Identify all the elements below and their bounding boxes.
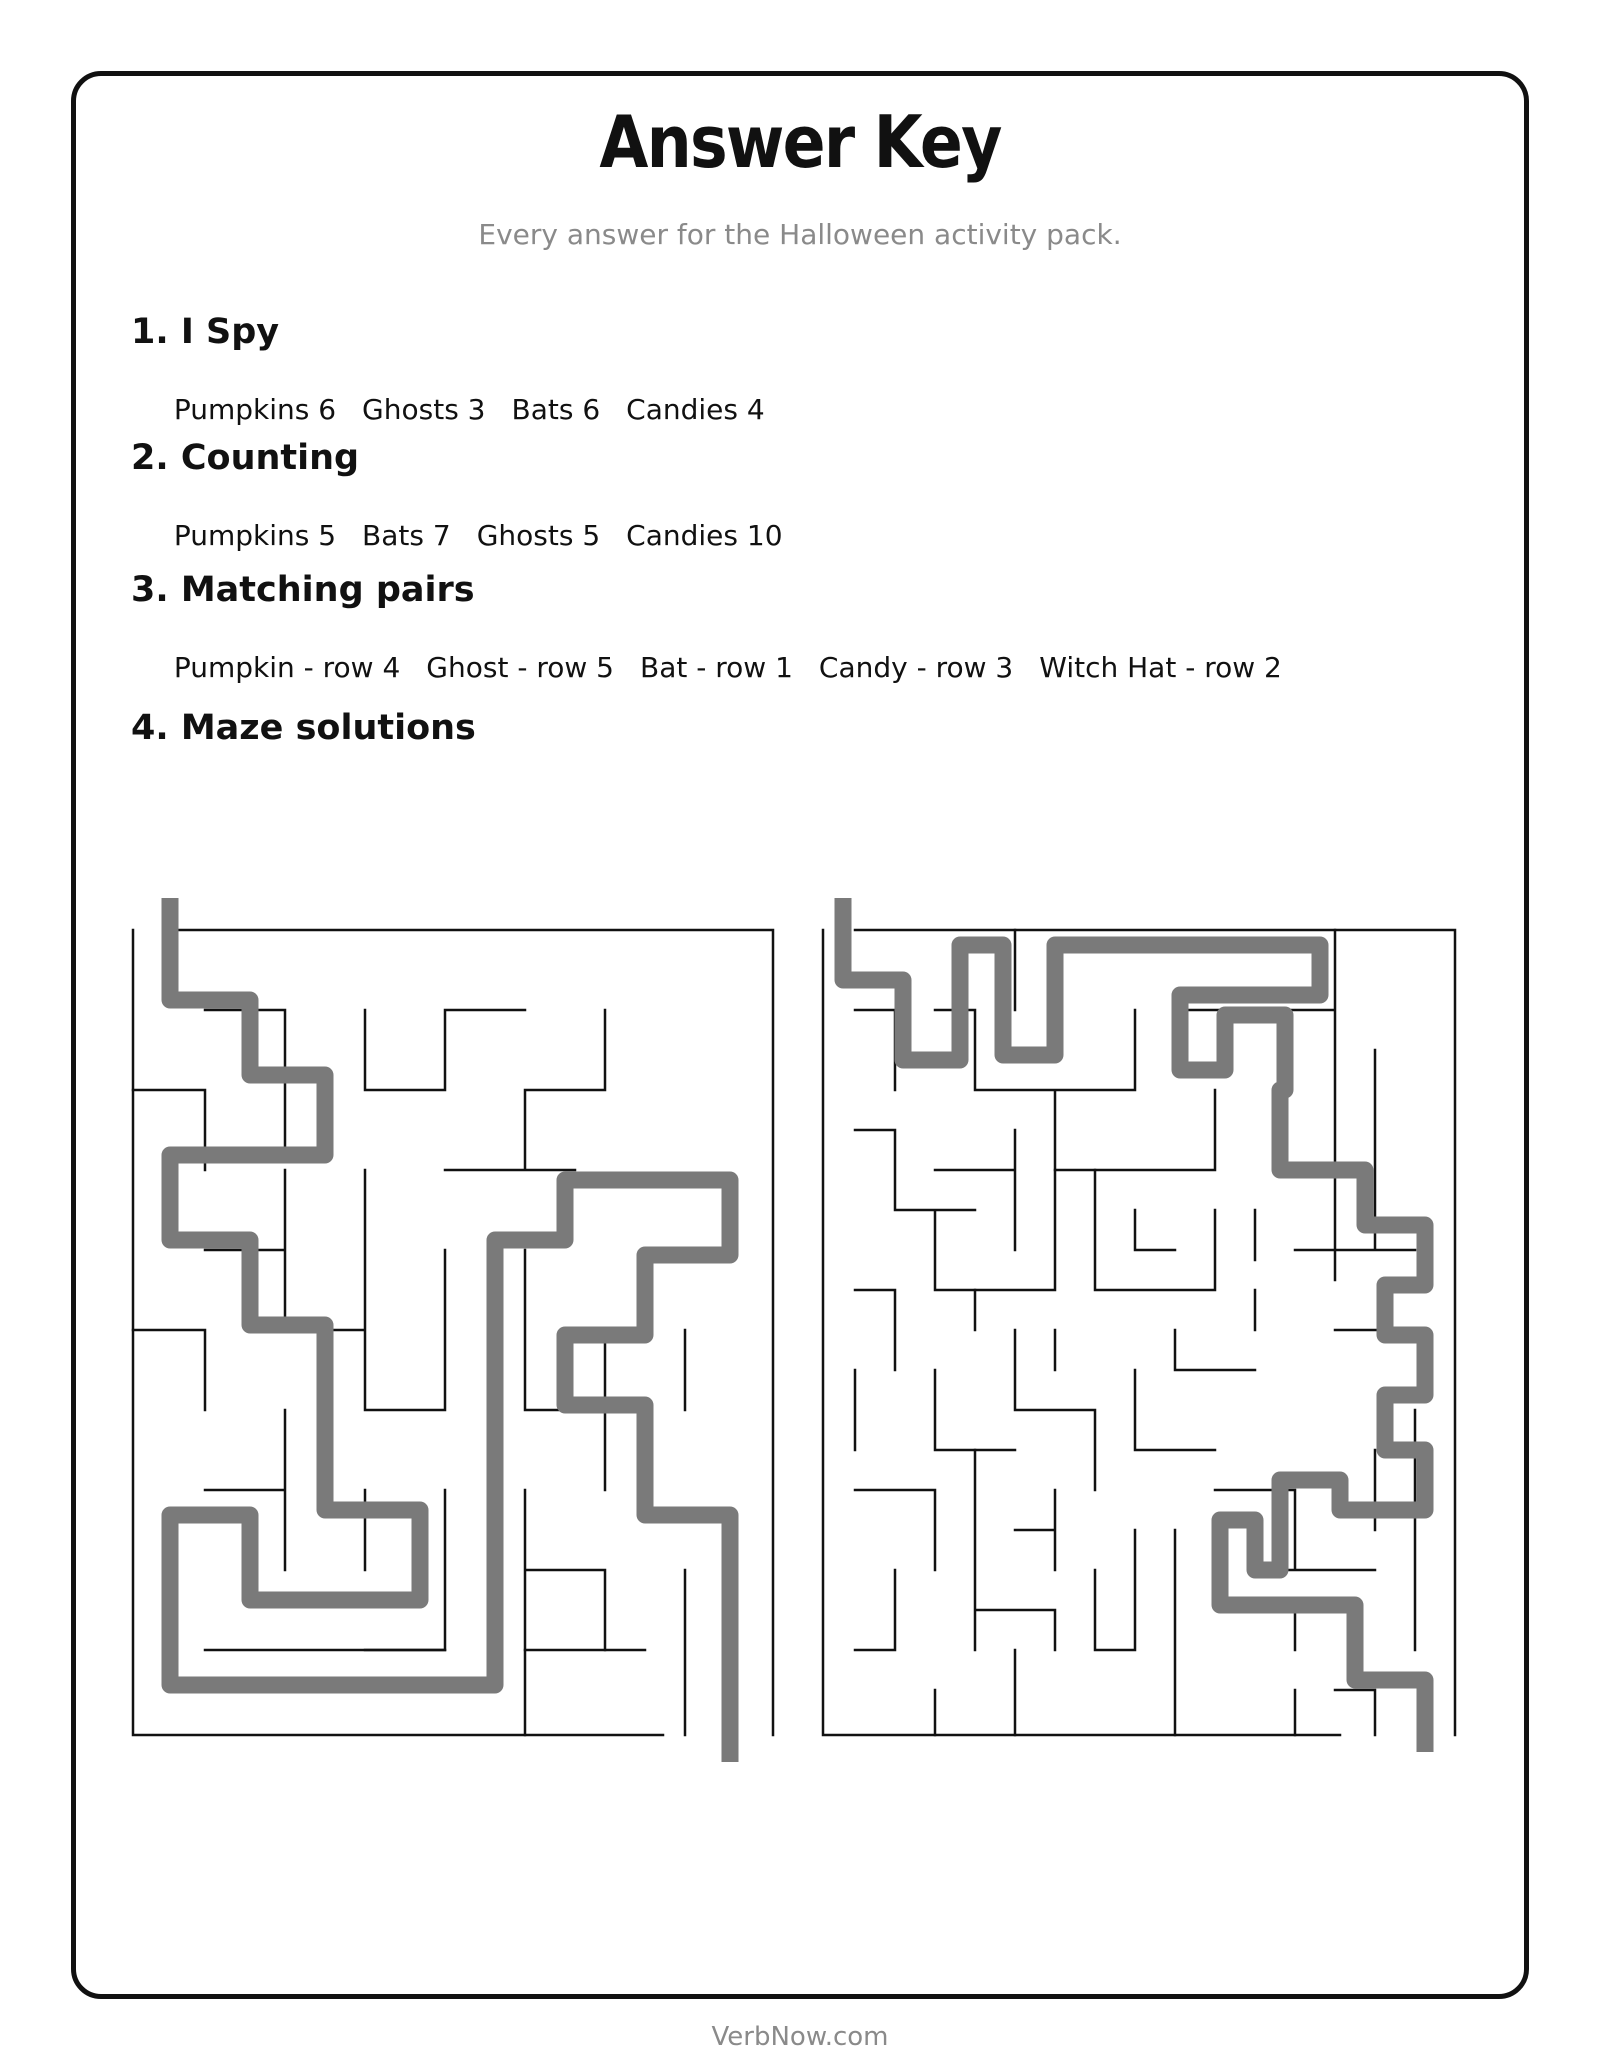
answers-matching xyxy=(156,618,1308,684)
answer-item: Witch Hat - row 2 xyxy=(1039,651,1282,684)
maze-solution-right xyxy=(815,890,1485,1780)
footer-site-name: VerbNow.com xyxy=(711,2022,889,2052)
maze-right-drawing xyxy=(815,890,1485,1780)
answer-item: Bats 6 xyxy=(511,393,601,426)
answer-item: Candies 4 xyxy=(626,393,765,426)
answer-item: Ghosts 5 xyxy=(476,519,601,552)
answer-item: Candy - row 3 xyxy=(818,651,1014,684)
section-heading-i-spy: 1. I Spy xyxy=(131,312,280,352)
maze-left-drawing xyxy=(125,890,795,1780)
answer-item: Pumpkins 6 xyxy=(173,393,337,426)
answer-item: Pumpkins 5 xyxy=(173,519,337,552)
page-subtitle: Every answer for the Halloween activity pack. xyxy=(478,218,1122,251)
section-heading-matching: 3. Matching pairs xyxy=(131,570,475,610)
answers-i-spy xyxy=(156,360,791,426)
answer-item: Bat - row 1 xyxy=(639,651,793,684)
section-heading-counting: 2. Counting xyxy=(131,438,360,478)
answer-item: Bats 7 xyxy=(362,519,451,552)
answers-counting xyxy=(156,486,809,552)
page-title: Answer Key xyxy=(599,100,1001,184)
section-heading-maze: 4. Maze solutions xyxy=(131,708,476,748)
answer-item: Ghosts 3 xyxy=(362,393,486,426)
maze-solution-left xyxy=(125,890,795,1780)
answer-item: Ghost - row 5 xyxy=(426,651,614,684)
answer-item: Candies 10 xyxy=(626,519,783,552)
answer-item: Pumpkin - row 4 xyxy=(173,651,401,684)
